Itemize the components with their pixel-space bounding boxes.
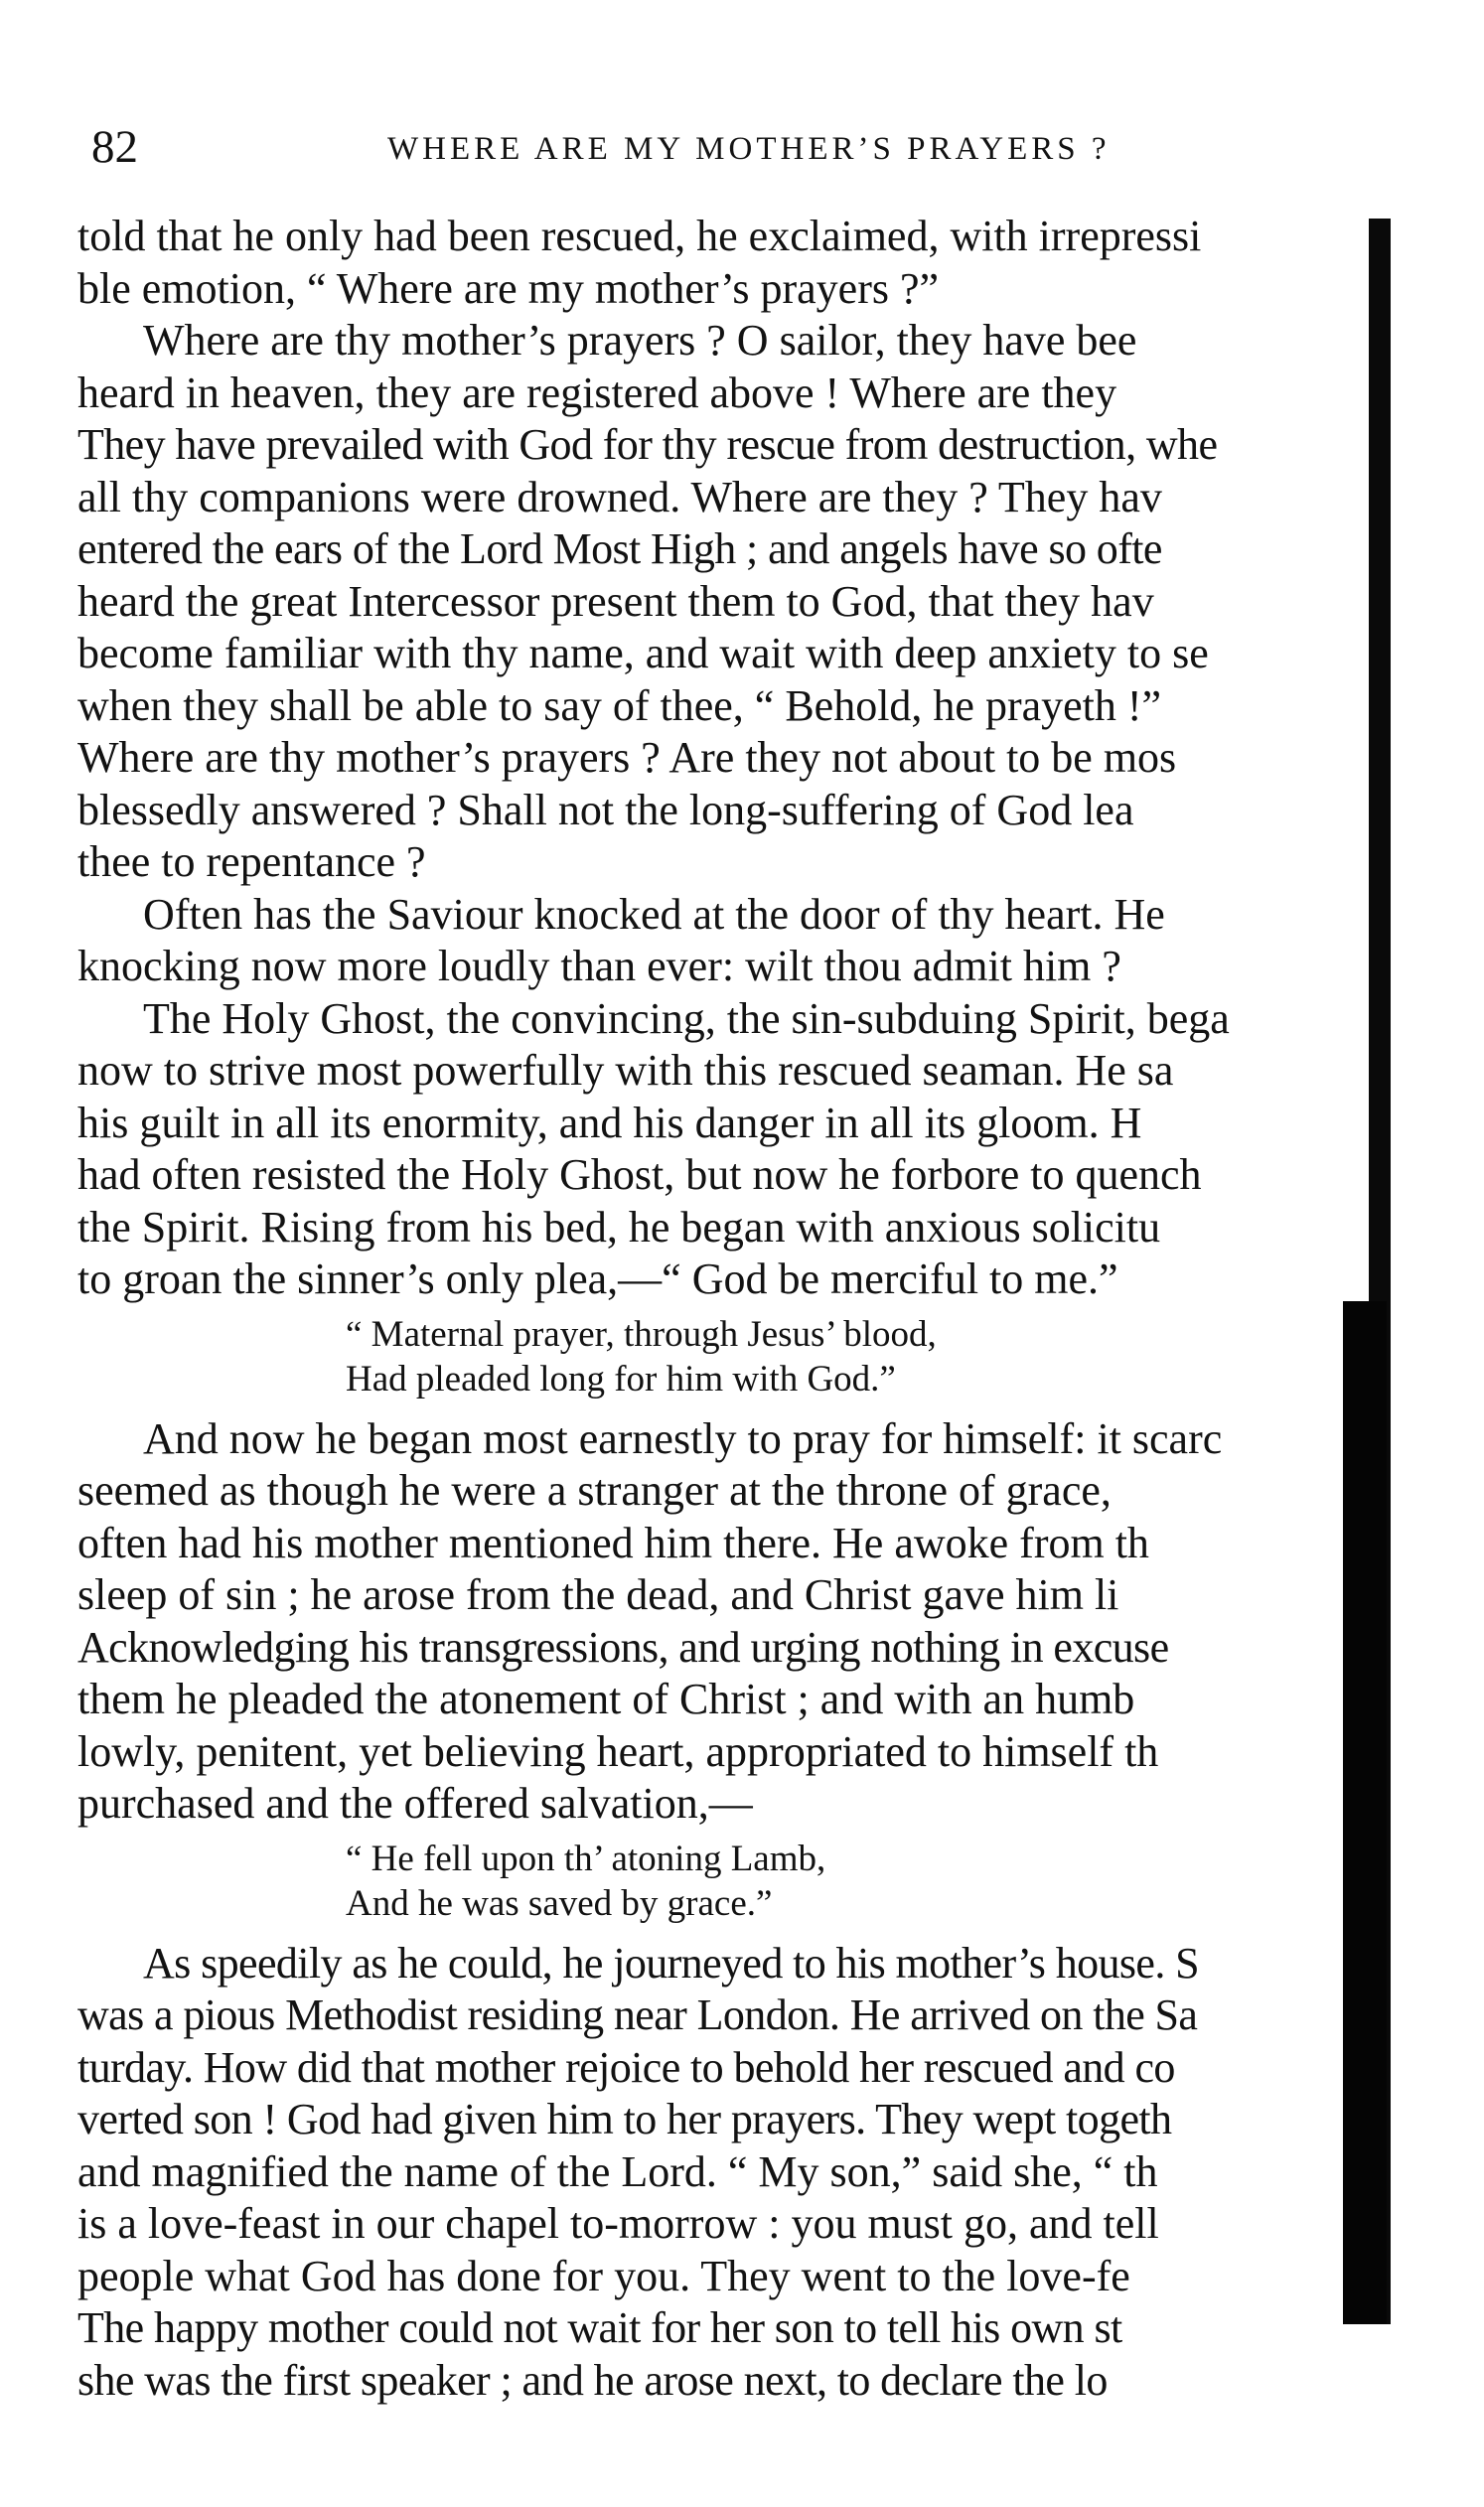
paragraph [77,211,1389,315]
text-line: heard the great Intercessor present them to God, that they hav [77,576,1154,626]
text-line: They have prevailed with God for thy rescue from destruction, whe [77,420,1218,469]
text-line: Where are thy mother’s prayers ? O sailor, they have bee [143,316,1137,365]
page-number: 82 [91,121,138,173]
text-line: The happy mother could not wait for her son to tell his own st [77,2303,1122,2352]
text-line: Acknowledging his transgressions, and urging nothing in excuse [77,1622,1169,1672]
text-line: lowly, penitent, yet believing heart, appropriated to himself th [77,1726,1159,1776]
text-line: purchased and the offered salvation,— [77,1779,753,1828]
text-line: is a love-feast in our chapel to-morrow : you must go, and tell [77,2199,1159,2248]
text-line: become familiar with thy name, and wait with deep anxiety to se [77,629,1209,677]
paragraph [77,993,1389,1306]
body-text [77,211,1389,2407]
verse-line: Had pleaded long for him with God.” [346,1358,896,1400]
text-line: was a pious Methodist residing near London. He arrived on the Sa [77,1991,1198,2039]
text-line: ble emotion, “ Where are my mother’s prayers ?” [77,263,940,313]
text-line: when they shall be able to say of thee, “ Behold, he prayeth !” [77,680,1162,730]
text-line: the Spirit. Rising from his bed, he began with anxious solicitu [77,1202,1161,1252]
verse-line: “ Maternal prayer, through Jesus’ blood, [346,1313,937,1355]
text-line: verted son ! God had given him to her prayers. They wept togeth [77,2095,1172,2143]
text-line: thee to repentance ? [77,837,426,886]
text-line: now to strive most powerfully with this rescued seaman. He sa [77,1046,1174,1095]
text-line: his guilt in all its enormity, and his danger in all its gloom. H [77,1098,1142,1147]
text-line: had often resisted the Holy Ghost, but now he forbore to quench [77,1150,1202,1199]
text-line: and magnified the name of the Lord. “ My son,” said she, “ th [77,2146,1158,2196]
text-line: them he pleaded the atonement of Christ ; and with an humb [77,1675,1135,1723]
paragraph [77,1413,1389,1831]
verse-line: “ He fell upon th’ atoning Lamb, [346,1838,826,1879]
text-line: blessedly answered ? Shall not the long-suffering of God lea [77,785,1134,834]
paragraph [77,889,1389,993]
text-line: often had his mother mentioned him there. He awoke from th [77,1518,1149,1567]
page-margin-right [1391,0,1484,2507]
verse-block [77,1312,1389,1401]
text-line: sleep of sin ; he arose from the dead, and Christ gave him li [77,1570,1119,1619]
verse-line: And he was saved by grace.” [346,1882,773,1924]
text-line: As speedily as he could, he journeyed to his mother’s house. S [143,1938,1200,1988]
paragraph [77,1938,1389,2408]
text-line: heard in heaven, they are registered above ! Where are they [77,368,1117,417]
binding-gutter-shadow-lower [1343,1301,1387,2324]
text-line: told that he only had been rescued, he exclaimed, with irrepressi [77,212,1202,260]
text-line: knocking now more loudly than ever: wilt thou admit him ? [77,942,1121,990]
text-line: all thy companions were drowned. Where are they ? They hav [77,472,1162,521]
paragraph [77,315,1389,889]
text-line: turday. How did that mother rejoice to behold her rescued and co [77,2042,1175,2092]
text-line: The Holy Ghost, the convincing, the sin-subduing Spirit, bega [143,993,1230,1043]
text-line: Often has the Saviour knocked at the door of thy heart. He [143,889,1165,939]
text-line: seemed as though he were a stranger at the throne of grace, [77,1466,1112,1515]
text-line: entered the ears of the Lord Most High ; and angels have so ofte [77,524,1162,573]
text-line: to groan the sinner’s only plea,—“ God be merciful to me.” [77,1254,1118,1303]
text-line: Where are thy mother’s prayers ? Are they not about to be mos [77,733,1177,782]
running-title: WHERE ARE MY MOTHER’S PRAYERS ? [387,131,1111,167]
text-line: people what God has done for you. They went to the love-fe [77,2251,1130,2300]
page-header [0,117,1484,177]
text-line: she was the first speaker ; and he arose next, to declare the lo [77,2355,1108,2405]
verse-block [77,1837,1389,1926]
text-line: And now he began most earnestly to pray for himself: it scarc [143,1413,1223,1463]
